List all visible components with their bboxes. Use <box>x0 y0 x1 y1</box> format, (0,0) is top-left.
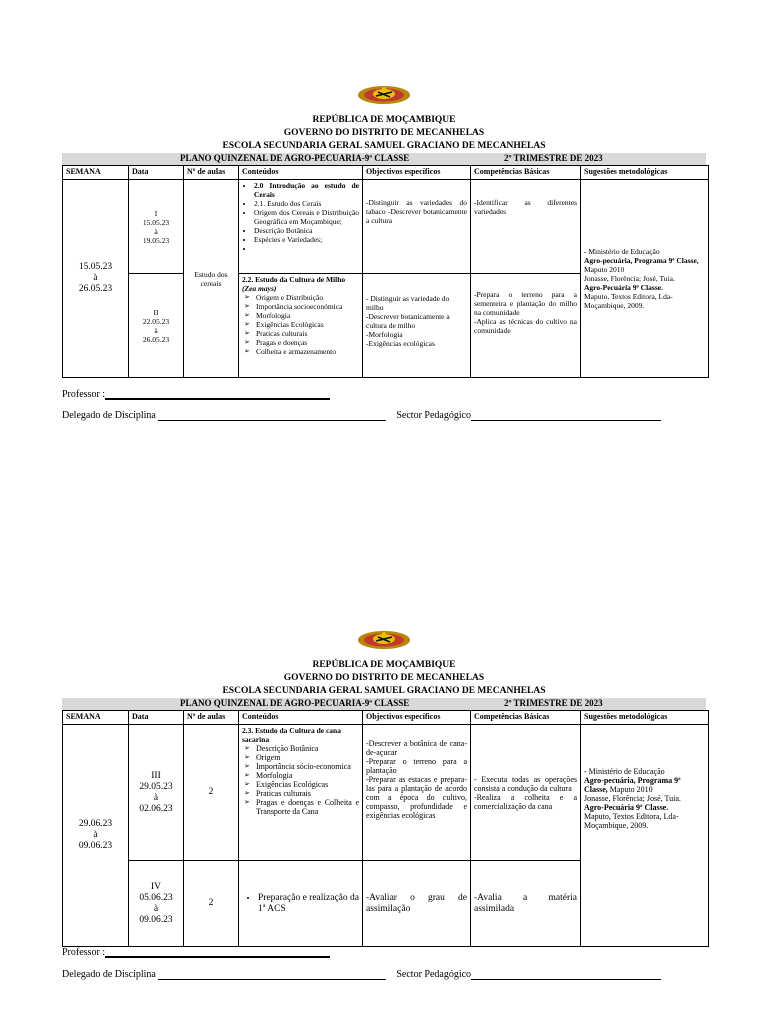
semana-cell: 29.06.23 à 09.06.23 <box>63 725 129 947</box>
list-item: ➢ Praticas culturais <box>256 789 359 798</box>
list-item: • Espécies e Variedades; <box>254 235 359 244</box>
col-competencias: Competências Básicas <box>471 166 581 180</box>
objectivos-cell: -Descrever a botânica de cana-de-açucar -Preparar o terreno para a plantação -Preparar as estacas e prepara-las para a plantação de acordo com a época do cultivo, compasso, profundidade e exigências ecológicas <box>363 725 471 861</box>
header-government: GOVERNO DO DISTRITO DE MECANHELAS <box>283 128 485 138</box>
col-aulas: Nº de aulas <box>184 711 239 725</box>
col-sugestoes: Sugestões metodológicas <box>581 166 709 180</box>
col-data: Data <box>129 711 184 725</box>
plan-title: PLANO QUINZENAL DE AGRO-PECUARIA-9ª CLASSE <box>180 698 410 708</box>
list-item: ➢ Pragas e doenças e Colheita e Transporte da Cana <box>256 798 359 816</box>
list-item: ➢ Importância socioeconómica <box>256 302 359 311</box>
signature-line: Delegado de Disciplina Sector Pedagógico <box>62 410 661 421</box>
list-item: ➢ Descrição Botânica <box>256 744 359 753</box>
list-item: ➢ Morfologia <box>256 311 359 320</box>
objectivos-cell: -Avaliar o grau de assimilação <box>363 861 471 947</box>
signature-line: Delegado de Disciplina Sector Pedagógico <box>62 969 661 980</box>
conteudos-cell <box>239 274 363 378</box>
data-cell: I 15.05.23 à 19.05.23 <box>129 180 184 274</box>
professor-line: Professor : <box>62 389 330 400</box>
header-school: ESCOLA SECUNDARIA GERAL SAMUEL GRACIANO DE MECANHELAS <box>222 686 546 696</box>
sugestoes-cell: - Ministério de Educação Agro-pecuária, Programa 9ª Classe, Maputo 2010 Jonasse, Florência; José, Tuia. Agro-Pecuária 9ª Classe. Maputo, Textos Editora, Lda-Moçambique, 2009. <box>581 180 709 378</box>
col-aulas: Nº de aulas <box>184 166 239 180</box>
list-item: • Descrição Botânica <box>254 226 359 235</box>
col-sugestoes: Sugestões metodológicas <box>581 711 709 725</box>
aulas-cell: 2 <box>184 725 239 861</box>
conteudos-cell <box>239 861 363 947</box>
plan-title: PLANO QUINZENAL DE AGRO-PECUARIA-9ª CLASSE <box>180 153 410 163</box>
term-title: 2º TRIMESTRE DE 2023 <box>504 698 603 708</box>
content-title: • 2.0 Introdução ao estudo de Cerais <box>254 181 359 199</box>
table-header-row <box>63 711 709 725</box>
table-row <box>63 725 709 861</box>
list-item: ➢ Origem <box>256 753 359 762</box>
col-objectivos: Objectivos específicos <box>363 711 471 725</box>
table-header-row <box>63 166 709 180</box>
data-cell: III 29.05.23 à 02.06.23 <box>129 725 184 861</box>
plan-title-bar <box>62 153 706 165</box>
header-government: GOVERNO DO DISTRITO DE MECANHELAS <box>283 673 485 683</box>
list-item: ➢ Exigências Ecológicas <box>256 320 359 329</box>
header-republic: REPÚBLICA DE MOÇAMBIQUE <box>312 115 456 125</box>
plan-page-1 <box>0 80 768 421</box>
objectivos-cell: -Distinguir as variedades do tabaco -Descrever botanicamente a cultura <box>363 180 471 274</box>
content-title: 2.3. Estudo da Cultura de cana sacarina <box>242 726 341 744</box>
plan-page-2 <box>0 625 768 980</box>
objectivos-cell: - Distinguir as variedade do milho -Descrever botanicamente a cultura de milho -Morfologia -Exigências ecológicas <box>363 274 471 378</box>
data-cell: II 22.05.23 à 26.05.23 <box>129 274 184 378</box>
plan-table-1 <box>62 165 709 378</box>
col-semana: SEMANA <box>63 166 129 180</box>
plan-table-2 <box>62 710 709 947</box>
col-objectivos: Objectivos específicos <box>363 166 471 180</box>
content-subtitle: (Zea mays) <box>242 284 277 293</box>
col-conteudos: Conteúdos <box>239 711 363 725</box>
header-republic: REPÚBLICA DE MOÇAMBIQUE <box>312 660 456 670</box>
competencias-cell: -Avalia a matéria assimilada <box>471 861 581 947</box>
mozambique-emblem-icon <box>356 625 412 655</box>
list-item <box>254 244 359 253</box>
table-row <box>63 180 709 274</box>
aulas-cell: Estudo dos cereais <box>184 180 239 378</box>
list-item: • Preparação e realização da 1ª ACS <box>258 893 359 915</box>
col-data: Data <box>129 166 184 180</box>
header-school: ESCOLA SECUNDARIA GERAL SAMUEL GRACIANO DE MECANHELAS <box>222 141 546 151</box>
list-item: ➢ Colheita e armazenamento <box>256 347 359 356</box>
list-item: • Origem dos Cereais e Distribuição Geográfica em Moçambique; <box>254 208 359 226</box>
list-item: ➢ Pragas e doenças <box>256 338 359 347</box>
list-item: ➢ Praticas culturais <box>256 329 359 338</box>
semana-cell: 15.05.23 à 26.05.23 <box>63 180 129 378</box>
content-title: 2.2. Estudo da Cultura de Milho <box>242 275 346 284</box>
plan-title-bar <box>62 698 706 710</box>
col-competencias: Competências Básicas <box>471 711 581 725</box>
list-item: • 2.1. Estudo dos Cerais <box>254 199 359 208</box>
competencias-cell: -Identificar as diferentes variedades <box>471 180 581 274</box>
competencias-cell: - Executa todas as operações consista a condução da cultura -Realiza a colheita e a comercialização da cana <box>471 725 581 861</box>
term-title: 2º TRIMESTRE DE 2023 <box>504 153 603 163</box>
col-semana: SEMANA <box>63 711 129 725</box>
conteudos-cell <box>239 725 363 861</box>
col-conteudos: Conteúdos <box>239 166 363 180</box>
list-item: ➢ Morfologia <box>256 771 359 780</box>
professor-line: Professor : <box>62 947 330 958</box>
data-cell: IV 05.06.23 à 09.06.23 <box>129 861 184 947</box>
mozambique-emblem-icon <box>356 80 412 110</box>
list-item: ➢ Exigências Ecológicas <box>256 780 359 789</box>
list-item: ➢ Importância sócio-economica <box>256 762 359 771</box>
list-item: ➢ Origem e Distribuição <box>256 293 359 302</box>
competencias-cell: -Prepara o terreno para a sementeira e plantação do milho na comunidade -Aplica as técnicas do cultivo na comunidade <box>471 274 581 378</box>
aulas-cell: 2 <box>184 861 239 947</box>
sugestoes-cell: - Ministério de Educação Agro-pecuária, Programa 9ª Classe, Maputo 2010 Jonasse, Florência; José, Tuia. Agro-Pecuária 9ª Classe. Maputo, Textos Editora, Lda-Moçambique, 2009. <box>581 725 709 947</box>
conteudos-cell <box>239 180 363 274</box>
